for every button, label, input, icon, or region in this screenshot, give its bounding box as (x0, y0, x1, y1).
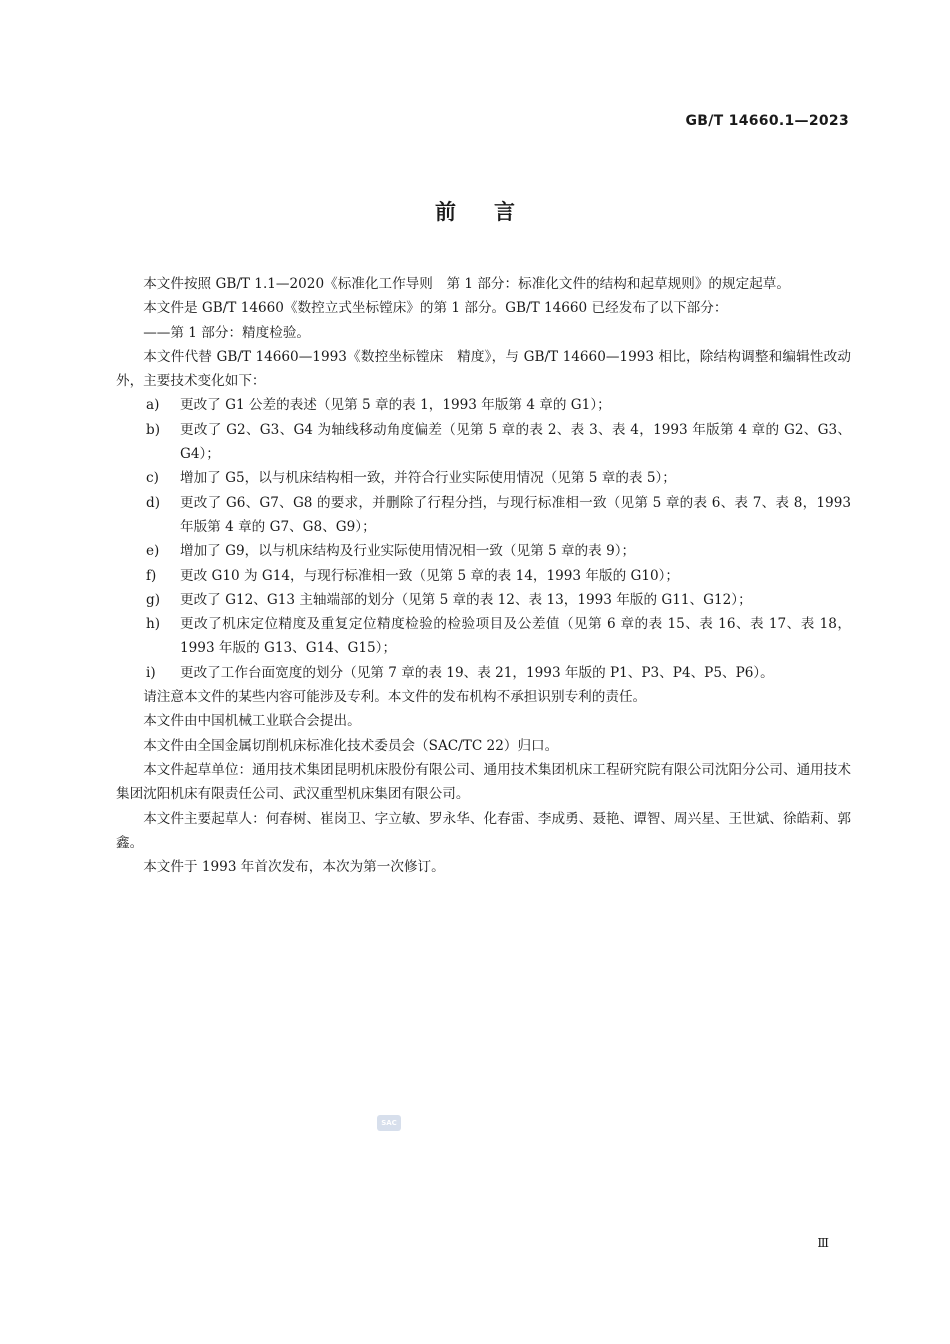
list-marker: a) (146, 397, 160, 414)
paragraph-basis: 本文件按照 GB/T 1.1—2020《标准化工作导则 第 1 部分：标准化文件的结构和起草规则》的规定起草。 (143, 276, 790, 292)
paragraph-replacement: 本文件代替 GB/T 14660—1993《数控坐标镗床 精度》，与 GB/T 14660—1993 相比，除结构调整和编辑性改动外，主要技术变化如下： (116, 348, 851, 390)
paragraph-patent-note: 请注意本文件的某些内容可能涉及专利。本文件的发布机构不承担识别专利的责任。 (143, 689, 647, 706)
changes-list (116, 393, 851, 685)
list-item (116, 466, 851, 490)
list-item-text: 更改了 G6、G7、G8 的要求，并删除了行程分挡，与现行标准相一致（见第 5 章的表 6、表 7、表 8，1993 年版第 4 章的 G7、G8、G9）； (180, 494, 851, 535)
sac-watermark-logo: SAC (377, 1115, 401, 1131)
list-marker: i) (146, 664, 156, 681)
paragraph-centralized-by: 本文件由全国金属切削机床标准化技术委员会（SAC/TC 22）归口。 (143, 737, 559, 754)
list-item-text: 更改了 G12、G13 主轴端部的划分（见第 5 章的表 12、表 13，1993 年版的 G11、G12）； (180, 591, 752, 608)
list-marker: h) (146, 616, 161, 633)
list-item (116, 661, 851, 685)
paragraph-history: 本文件于 1993 年首次发布，本次为第一次修订。 (143, 859, 445, 876)
list-item-text: 更改了 G1 公差的表述（见第 5 章的表 1，1993 年版第 4 章的 G1）； (180, 397, 611, 414)
list-item (116, 393, 851, 417)
paragraph-drafters: 本文件主要起草人：何春树、崔岗卫、字立敏、罗永华、化春雷、李成勇、聂艳、谭智、周兴星、王世斌、徐皓莉、郭鑫。 (116, 810, 851, 851)
list-item (116, 612, 851, 661)
list-item-text: 更改 G10 为 G14，与现行标准相一致（见第 5 章的表 14，1993 年版的 G10）； (180, 567, 680, 584)
paragraph-drafting-units: 本文件起草单位：通用技术集团昆明机床股份有限公司、通用技术集团机床工程研究院有限公司沈阳分公司、通用技术集团沈阳机床有限责任公司、武汉重型机床集团有限公司。 (116, 761, 851, 803)
list-item (116, 588, 851, 612)
list-item-text: 更改了工作台面宽度的划分（见第 7 章的表 19、表 21，1993 年版的 P1、P3、P4、P5、P6）。 (180, 664, 774, 681)
list-marker: b) (146, 421, 161, 438)
list-marker: g) (146, 591, 161, 608)
list-item-text: 增加了 G9，以与机床结构及行业实际使用情况相一致（见第 5 章的表 9）； (180, 543, 636, 560)
page-title: 前言 (435, 200, 553, 224)
foreword-body (116, 272, 851, 879)
list-marker: d) (146, 494, 161, 511)
paragraph-proposed-by: 本文件由中国机械工业联合会提出。 (143, 713, 361, 730)
list-item (116, 491, 851, 540)
standard-code: GB/T 14660.1—2023 (685, 113, 849, 129)
list-item (116, 418, 851, 467)
page-number: Ⅲ (817, 1236, 829, 1250)
list-item (116, 564, 851, 588)
list-marker: f) (146, 567, 157, 584)
list-item (116, 539, 851, 563)
paragraph-series: 本文件是 GB/T 14660《数控立式坐标镗床》的第 1 部分。GB/T 14660 已经发布了以下部分： (143, 300, 728, 317)
list-item-text: 增加了 G5，以与机床结构相一致，并符合行业实际使用情况（见第 5 章的表 5）； (180, 470, 676, 487)
list-item-text: 更改了 G2、G3、G4 为轴线移动角度偏差（见第 5 章的表 2、表 3、表 4，1993 年版第 4 章的 G2、G3、G4）； (180, 421, 851, 463)
list-marker: c) (146, 470, 159, 487)
paragraph-part-list: ——第 1 部分：精度检验。 (143, 324, 311, 341)
list-marker: e) (146, 543, 160, 560)
list-item-text: 更改了机床定位精度及重复定位精度检验的检验项目及公差值（见第 6 章的表 15、表 16、表 17、表 18，1993 年版的 G13、G14、G15）； (180, 616, 851, 657)
